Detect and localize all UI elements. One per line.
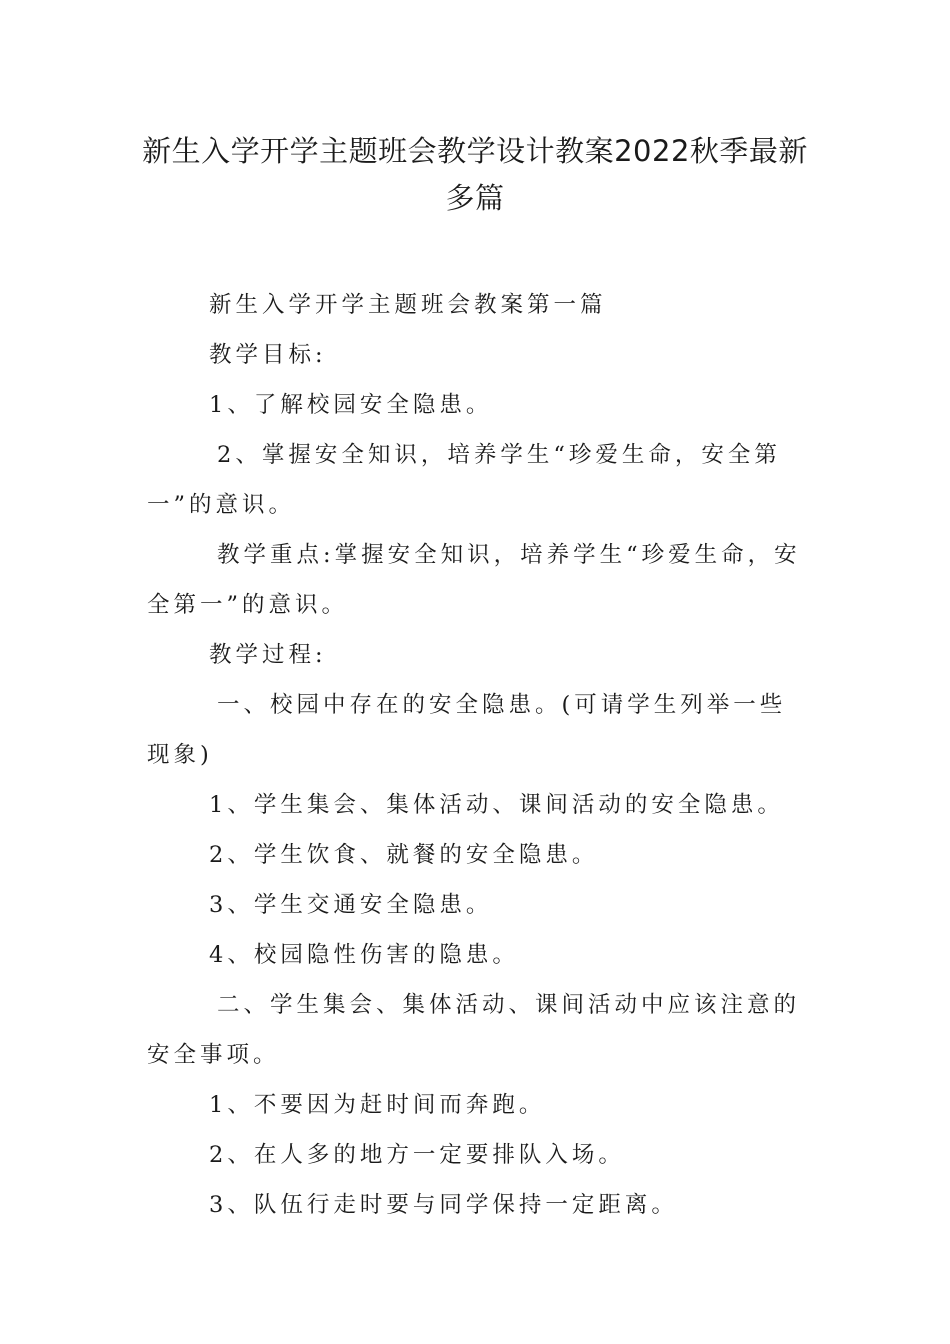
paragraph: 教学重点:掌握安全知识，培养学生“珍爱生命，安全第一”的意识。 (147, 542, 801, 618)
paragraph: 1、学生集会、集体活动、课间活动的安全隐患。 (209, 792, 784, 818)
paragraph: 2、在人多的地方一定要排队入场。 (209, 1142, 625, 1168)
paragraph: 3、学生交通安全隐患。 (209, 892, 493, 918)
paragraph: 教学过程: (209, 642, 327, 668)
paragraph: 1、了解校园安全隐患。 (209, 392, 493, 418)
document-title: 新生入学开学主题班会教学设计教案2022秋季最新多篇 (142, 134, 808, 215)
paragraph: 4、校园隐性伤害的隐患。 (209, 942, 519, 968)
paragraph: 教学目标: (209, 342, 327, 368)
paragraph: 2、学生饮食、就餐的安全隐患。 (209, 842, 599, 868)
paragraph: 2、掌握安全知识，培养学生“珍爱生命，安全第一”的意识。 (147, 442, 781, 518)
paragraph: 1、不要因为赶时间而奔跑。 (209, 1092, 546, 1118)
paragraph: 一、校园中存在的安全隐患。(可请学生列举一些现象) (147, 692, 787, 768)
section-heading: 新生入学开学主题班会教案第一篇 (209, 292, 607, 318)
paragraph: 二、学生集会、集体活动、课间活动中应该注意的安全事项。 (147, 992, 801, 1068)
document-body (147, 280, 807, 1230)
paragraph: 3、队伍行走时要与同学保持一定距离。 (209, 1192, 678, 1218)
